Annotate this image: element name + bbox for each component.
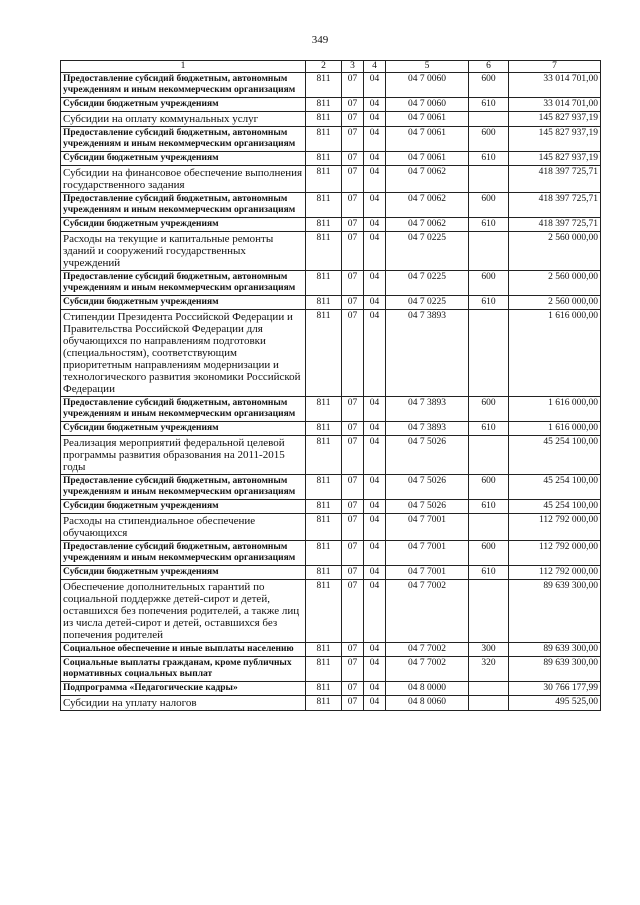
- amount-cell: 2 560 000,00: [509, 271, 601, 296]
- expense-type-cell: [469, 232, 509, 271]
- subsection-code-cell: 04: [364, 152, 386, 166]
- section-code-cell: 07: [342, 112, 364, 127]
- target-article-cell: 04 7 7001: [386, 514, 469, 541]
- column-header: 2: [306, 61, 342, 73]
- column-header: 5: [386, 61, 469, 73]
- table-row: [61, 657, 601, 682]
- expense-type-cell: 600: [469, 193, 509, 218]
- expense-type-cell: 320: [469, 657, 509, 682]
- expense-type-cell: 610: [469, 566, 509, 580]
- section-code-cell: 07: [342, 514, 364, 541]
- subsection-code-cell: 04: [364, 232, 386, 271]
- section-code-cell: 07: [342, 218, 364, 232]
- table-row: [61, 541, 601, 566]
- subsection-code-cell: 04: [364, 436, 386, 475]
- ministry-code-cell: 811: [306, 566, 342, 580]
- section-code-cell: 07: [342, 657, 364, 682]
- subsection-code-cell: 04: [364, 310, 386, 397]
- table-row: [61, 397, 601, 422]
- subsection-code-cell: 04: [364, 541, 386, 566]
- amount-cell: 89 639 300,00: [509, 643, 601, 657]
- expense-type-cell: 610: [469, 422, 509, 436]
- table-body: [61, 73, 601, 711]
- section-code-cell: 07: [342, 271, 364, 296]
- row-name-cell: Предоставление субсидий бюджетным, автономным учреждениям и иным некоммерческим организациям: [61, 73, 306, 98]
- subsection-code-cell: 04: [364, 475, 386, 500]
- row-name-cell: Субсидии бюджетным учреждениям: [61, 422, 306, 436]
- column-header: 1: [61, 61, 306, 73]
- ministry-code-cell: 811: [306, 422, 342, 436]
- section-code-cell: 07: [342, 310, 364, 397]
- target-article-cell: 04 7 5026: [386, 436, 469, 475]
- expense-type-cell: [469, 166, 509, 193]
- section-code-cell: 07: [342, 541, 364, 566]
- amount-cell: 495 525,00: [509, 696, 601, 711]
- subsection-code-cell: 04: [364, 514, 386, 541]
- target-article-cell: 04 7 0061: [386, 152, 469, 166]
- section-code-cell: 07: [342, 296, 364, 310]
- section-code-cell: 07: [342, 422, 364, 436]
- ministry-code-cell: 811: [306, 166, 342, 193]
- subsection-code-cell: 04: [364, 422, 386, 436]
- ministry-code-cell: 811: [306, 98, 342, 112]
- amount-cell: 418 397 725,71: [509, 166, 601, 193]
- ministry-code-cell: 811: [306, 310, 342, 397]
- target-article-cell: 04 7 7002: [386, 580, 469, 643]
- subsection-code-cell: 04: [364, 397, 386, 422]
- target-article-cell: 04 7 7001: [386, 566, 469, 580]
- ministry-code-cell: 811: [306, 500, 342, 514]
- amount-cell: 145 827 937,19: [509, 127, 601, 152]
- amount-cell: 33 014 701,00: [509, 73, 601, 98]
- table-row: [61, 127, 601, 152]
- table-row: [61, 566, 601, 580]
- table-row: [61, 514, 601, 541]
- row-name-cell: Предоставление субсидий бюджетным, автономным учреждениям и иным некоммерческим организациям: [61, 193, 306, 218]
- expense-type-cell: 600: [469, 475, 509, 500]
- row-name-cell: Субсидии бюджетным учреждениям: [61, 152, 306, 166]
- subsection-code-cell: 04: [364, 73, 386, 98]
- ministry-code-cell: 811: [306, 73, 342, 98]
- target-article-cell: 04 7 5026: [386, 475, 469, 500]
- section-code-cell: 07: [342, 193, 364, 218]
- target-article-cell: 04 7 0062: [386, 218, 469, 232]
- amount-cell: 45 254 100,00: [509, 475, 601, 500]
- table-row: [61, 436, 601, 475]
- section-code-cell: 07: [342, 696, 364, 711]
- subsection-code-cell: 04: [364, 657, 386, 682]
- row-name-cell: Подпрограмма «Педагогические кадры»: [61, 682, 306, 696]
- row-name-cell: Субсидии бюджетным учреждениям: [61, 218, 306, 232]
- expense-type-cell: 600: [469, 73, 509, 98]
- subsection-code-cell: 04: [364, 98, 386, 112]
- page-number: 349: [311, 34, 329, 46]
- ministry-code-cell: 811: [306, 127, 342, 152]
- target-article-cell: 04 7 0225: [386, 271, 469, 296]
- row-name-cell: Расходы на текущие и капитальные ремонты зданий и сооружений государственных учреждений: [61, 232, 306, 271]
- amount-cell: 418 397 725,71: [509, 193, 601, 218]
- table-row: [61, 696, 601, 711]
- subsection-code-cell: 04: [364, 682, 386, 696]
- expense-type-cell: [469, 436, 509, 475]
- ministry-code-cell: 811: [306, 218, 342, 232]
- target-article-cell: 04 7 0225: [386, 296, 469, 310]
- table-row: [61, 152, 601, 166]
- ministry-code-cell: 811: [306, 193, 342, 218]
- expense-type-cell: [469, 580, 509, 643]
- ministry-code-cell: 811: [306, 271, 342, 296]
- row-name-cell: Субсидии бюджетным учреждениям: [61, 500, 306, 514]
- row-name-cell: Предоставление субсидий бюджетным, автономным учреждениям и иным некоммерческим организациям: [61, 271, 306, 296]
- expense-type-cell: 600: [469, 541, 509, 566]
- row-name-cell: Предоставление субсидий бюджетным, автономным учреждениям и иным некоммерческим организациям: [61, 127, 306, 152]
- row-name-cell: Субсидии на оплату коммунальных услуг: [61, 112, 306, 127]
- ministry-code-cell: 811: [306, 397, 342, 422]
- target-article-cell: 04 7 0060: [386, 73, 469, 98]
- subsection-code-cell: 04: [364, 500, 386, 514]
- amount-cell: 2 560 000,00: [509, 296, 601, 310]
- ministry-code-cell: 811: [306, 436, 342, 475]
- ministry-code-cell: 811: [306, 657, 342, 682]
- ministry-code-cell: 811: [306, 112, 342, 127]
- target-article-cell: 04 7 3893: [386, 422, 469, 436]
- expense-type-cell: 600: [469, 127, 509, 152]
- row-name-cell: Субсидии бюджетным учреждениям: [61, 296, 306, 310]
- amount-cell: 1 616 000,00: [509, 310, 601, 397]
- ministry-code-cell: 811: [306, 296, 342, 310]
- target-article-cell: 04 7 0062: [386, 166, 469, 193]
- expense-type-cell: 610: [469, 98, 509, 112]
- expense-type-cell: 600: [469, 271, 509, 296]
- section-code-cell: 07: [342, 566, 364, 580]
- row-name-cell: Социальное обеспечение и иные выплаты населению: [61, 643, 306, 657]
- target-article-cell: 04 7 7002: [386, 643, 469, 657]
- ministry-code-cell: 811: [306, 580, 342, 643]
- row-name-cell: Предоставление субсидий бюджетным, автономным учреждениям и иным некоммерческим организациям: [61, 475, 306, 500]
- section-code-cell: 07: [342, 643, 364, 657]
- column-header: 3: [342, 61, 364, 73]
- expense-type-cell: 300: [469, 643, 509, 657]
- row-name-cell: Реализация мероприятий федеральной целевой программы развития образования на 2011-2015 годы: [61, 436, 306, 475]
- section-code-cell: 07: [342, 73, 364, 98]
- table-row: [61, 580, 601, 643]
- row-name-cell: Социальные выплаты гражданам, кроме публичных нормативных социальных выплат: [61, 657, 306, 682]
- table-row: [61, 310, 601, 397]
- table-row: [61, 98, 601, 112]
- section-code-cell: 07: [342, 98, 364, 112]
- target-article-cell: 04 7 3893: [386, 397, 469, 422]
- table-row: [61, 643, 601, 657]
- target-article-cell: 04 7 7002: [386, 657, 469, 682]
- ministry-code-cell: 811: [306, 475, 342, 500]
- amount-cell: 89 639 300,00: [509, 657, 601, 682]
- target-article-cell: 04 7 0062: [386, 193, 469, 218]
- amount-cell: 1 616 000,00: [509, 422, 601, 436]
- expense-type-cell: [469, 310, 509, 397]
- expense-type-cell: [469, 112, 509, 127]
- expense-type-cell: 610: [469, 152, 509, 166]
- section-code-cell: 07: [342, 232, 364, 271]
- section-code-cell: 07: [342, 580, 364, 643]
- table-row: [61, 73, 601, 98]
- header-row: [61, 61, 601, 73]
- column-header: 4: [364, 61, 386, 73]
- table-row: [61, 112, 601, 127]
- column-header: 7: [509, 61, 601, 73]
- target-article-cell: 04 7 7001: [386, 541, 469, 566]
- expense-type-cell: [469, 682, 509, 696]
- column-header: 6: [469, 61, 509, 73]
- table-row: [61, 166, 601, 193]
- amount-cell: 1 616 000,00: [509, 397, 601, 422]
- row-name-cell: Обеспечение дополнительных гарантий по социальной поддержке детей-сирот и детей, оставшихся без попечения родителей, а также лиц из числа детей-сирот и детей, оставшихся без попечения родителей: [61, 580, 306, 643]
- target-article-cell: 04 7 3893: [386, 310, 469, 397]
- amount-cell: 89 639 300,00: [509, 580, 601, 643]
- amount-cell: 45 254 100,00: [509, 500, 601, 514]
- ministry-code-cell: 811: [306, 696, 342, 711]
- expense-type-cell: [469, 514, 509, 541]
- target-article-cell: 04 7 0060: [386, 98, 469, 112]
- budget-table: [60, 60, 601, 711]
- row-name-cell: Субсидии на финансовое обеспечение выполнения государственного задания: [61, 166, 306, 193]
- subsection-code-cell: 04: [364, 296, 386, 310]
- subsection-code-cell: 04: [364, 643, 386, 657]
- ministry-code-cell: 811: [306, 541, 342, 566]
- amount-cell: 418 397 725,71: [509, 218, 601, 232]
- subsection-code-cell: 04: [364, 580, 386, 643]
- subsection-code-cell: 04: [364, 696, 386, 711]
- target-article-cell: 04 8 0060: [386, 696, 469, 711]
- subsection-code-cell: 04: [364, 566, 386, 580]
- table-row: [61, 475, 601, 500]
- target-article-cell: 04 7 5026: [386, 500, 469, 514]
- expense-type-cell: 610: [469, 500, 509, 514]
- expense-type-cell: 610: [469, 296, 509, 310]
- amount-cell: 145 827 937,19: [509, 152, 601, 166]
- row-name-cell: Предоставление субсидий бюджетным, автономным учреждениям и иным некоммерческим организациям: [61, 541, 306, 566]
- amount-cell: 45 254 100,00: [509, 436, 601, 475]
- subsection-code-cell: 04: [364, 193, 386, 218]
- section-code-cell: 07: [342, 397, 364, 422]
- row-name-cell: Субсидии бюджетным учреждениям: [61, 98, 306, 112]
- row-name-cell: Субсидии на уплату налогов: [61, 696, 306, 711]
- expense-type-cell: 600: [469, 397, 509, 422]
- table-row: [61, 500, 601, 514]
- row-name-cell: Предоставление субсидий бюджетным, автономным учреждениям и иным некоммерческим организациям: [61, 397, 306, 422]
- table-row: [61, 271, 601, 296]
- section-code-cell: 07: [342, 127, 364, 152]
- section-code-cell: 07: [342, 152, 364, 166]
- subsection-code-cell: 04: [364, 166, 386, 193]
- ministry-code-cell: 811: [306, 643, 342, 657]
- table-row: [61, 218, 601, 232]
- table-row: [61, 296, 601, 310]
- amount-cell: 112 792 000,00: [509, 514, 601, 541]
- amount-cell: 145 827 937,19: [509, 112, 601, 127]
- target-article-cell: 04 7 0225: [386, 232, 469, 271]
- expense-type-cell: [469, 696, 509, 711]
- expense-type-cell: 610: [469, 218, 509, 232]
- table-row: [61, 422, 601, 436]
- table-row: [61, 682, 601, 696]
- section-code-cell: 07: [342, 500, 364, 514]
- row-name-cell: Стипендии Президента Российской Федерации и Правительства Российской Федерации для обучающихся по направлениям подготовки (специальностям), соответствующим приоритетным направлениям модернизации и технологического развития экономики Российской Федерации: [61, 310, 306, 397]
- ministry-code-cell: 811: [306, 232, 342, 271]
- amount-cell: 33 014 701,00: [509, 98, 601, 112]
- subsection-code-cell: 04: [364, 127, 386, 152]
- subsection-code-cell: 04: [364, 112, 386, 127]
- table-row: [61, 193, 601, 218]
- section-code-cell: 07: [342, 166, 364, 193]
- table-row: [61, 232, 601, 271]
- target-article-cell: 04 8 0000: [386, 682, 469, 696]
- subsection-code-cell: 04: [364, 271, 386, 296]
- ministry-code-cell: 811: [306, 514, 342, 541]
- row-name-cell: Расходы на стипендиальное обеспечение обучающихся: [61, 514, 306, 541]
- amount-cell: 2 560 000,00: [509, 232, 601, 271]
- ministry-code-cell: 811: [306, 682, 342, 696]
- target-article-cell: 04 7 0061: [386, 112, 469, 127]
- amount-cell: 112 792 000,00: [509, 541, 601, 566]
- section-code-cell: 07: [342, 475, 364, 500]
- subsection-code-cell: 04: [364, 218, 386, 232]
- ministry-code-cell: 811: [306, 152, 342, 166]
- amount-cell: 112 792 000,00: [509, 566, 601, 580]
- target-article-cell: 04 7 0061: [386, 127, 469, 152]
- row-name-cell: Субсидии бюджетным учреждениям: [61, 566, 306, 580]
- section-code-cell: 07: [342, 682, 364, 696]
- section-code-cell: 07: [342, 436, 364, 475]
- amount-cell: 30 766 177,99: [509, 682, 601, 696]
